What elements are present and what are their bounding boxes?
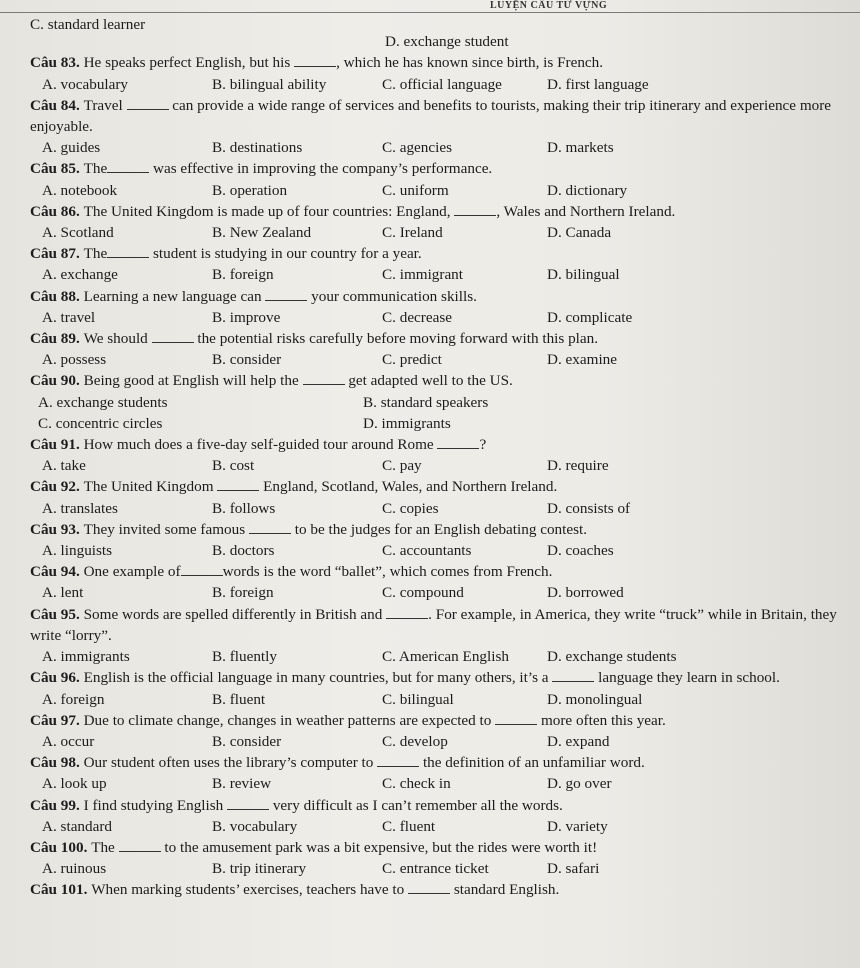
option-a: A. vocabulary [42, 75, 129, 93]
options-row [30, 582, 850, 603]
option-a: A. look up [42, 775, 107, 793]
question-15 [30, 752, 850, 773]
options-row [30, 222, 850, 243]
option-b: B. operation [212, 181, 288, 199]
option-c: C. concentric circles [38, 414, 163, 432]
options-row [30, 74, 850, 95]
question-number: Câu 100. [30, 838, 92, 856]
option-b: B. vocabulary [212, 817, 298, 835]
question-text: to be the judges for an English debating contest. [290, 520, 588, 538]
option-a: A. translates [42, 499, 118, 517]
option-c: C. immigrant [382, 266, 463, 284]
option-c: C. compound [382, 584, 464, 602]
option-a: A. travel [42, 308, 96, 326]
option-b: B. consider [212, 351, 282, 369]
answer-blank [152, 330, 194, 343]
option-b: B. destinations [212, 139, 303, 157]
question-number: Câu 95. [30, 605, 84, 623]
answer-blank [408, 881, 450, 894]
option-d: D. exchange students [547, 648, 677, 666]
header-title: LUYỆN CẤU TỪ VỰNG [490, 0, 608, 11]
question-1 [30, 95, 850, 137]
question-text: How much does a five-day self-guided tour around Rome [83, 436, 438, 454]
option-c: C. agencies [382, 139, 453, 157]
question-text: words is the word “ballet”, which comes from French. [222, 563, 553, 581]
option-a: A. possess [42, 351, 107, 369]
options-row [30, 264, 850, 285]
answer-blank [552, 669, 594, 682]
options-row [30, 413, 850, 434]
options-row [30, 392, 850, 413]
option-a: A. guides [42, 139, 101, 157]
option-d: D. exchange student [385, 33, 509, 51]
option-a: A. foreign [42, 690, 105, 708]
option-b: B. doctors [212, 542, 275, 560]
question-5 [30, 286, 850, 307]
option-b: B. fluent [212, 690, 266, 708]
options-row [30, 349, 850, 370]
option-b: B. bilingual ability [212, 75, 327, 93]
option-a: A. take [42, 457, 86, 475]
options-row [30, 646, 850, 667]
option-b: B. review [212, 775, 272, 793]
option-d: D. consists of [547, 499, 631, 517]
question-8 [30, 434, 850, 455]
option-c: C. pay [382, 457, 422, 475]
answer-blank [107, 245, 149, 258]
question-text: get adapted well to the US. [344, 372, 513, 390]
option-c: C. check in [382, 775, 451, 793]
question-text: Due to climate change, changes in weather patterns are expected to [83, 711, 496, 729]
option-d: D. expand [547, 732, 610, 750]
answer-blank [181, 563, 223, 576]
question-text: , which he has known since birth, is French. [336, 54, 604, 72]
option-c: C. uniform [382, 181, 449, 199]
question-number: Câu 86. [30, 202, 84, 220]
question-text: . For example, in America, they write “truck” while in Britain, they write “lorry”. [30, 605, 837, 644]
question-text: student is studying in our country for a year. [149, 245, 422, 263]
question-3 [30, 201, 850, 222]
option-b: B. trip itinerary [212, 860, 307, 878]
question-text: They invited some famous [83, 520, 249, 538]
question-7 [30, 370, 850, 391]
answer-blank [454, 203, 496, 216]
option-c: C. American English [382, 648, 509, 666]
question-number: Câu 98. [30, 754, 84, 772]
options-row [30, 455, 850, 476]
answer-blank [303, 372, 345, 385]
question-text: very difficult as I can’t remember all the words. [269, 796, 563, 814]
option-c: C. accountants [382, 542, 472, 560]
option-d: D. first language [547, 75, 649, 93]
question-17 [30, 837, 850, 858]
question-number: Câu 94. [30, 563, 84, 581]
question-number: Câu 85. [30, 160, 84, 178]
question-9 [30, 476, 850, 497]
question-text: the potential risks carefully before moving forward with this plan. [193, 330, 599, 348]
options-row [30, 180, 850, 201]
answer-blank [127, 97, 169, 110]
question-text: more often this year. [537, 711, 666, 729]
question-text: Learning a new language can [83, 287, 266, 305]
option-b: B. consider [212, 732, 282, 750]
option-d: D. Canada [547, 224, 612, 242]
question-text: The United Kingdom [83, 478, 218, 496]
question-text: The [83, 160, 108, 178]
option-c: C. copies [382, 499, 439, 517]
answer-blank [495, 712, 537, 725]
options-row [30, 498, 850, 519]
question-number: Câu 90. [30, 372, 84, 390]
option-d: D. monolingual [547, 690, 643, 708]
option-d: D. bilingual [547, 266, 620, 284]
question-number: Câu 92. [30, 478, 84, 496]
options-row [30, 773, 850, 794]
question-text: can provide a wide range of services and benefits to tourists, making their trip itinerary and experience more enjoyable. [30, 96, 832, 136]
option-d: D. dictionary [547, 181, 628, 199]
question-13 [30, 667, 850, 688]
option-b: B. standard speakers [363, 393, 489, 411]
page-header [0, 0, 860, 14]
option-d: D. require [547, 457, 609, 475]
question-14 [30, 710, 850, 731]
option-a: A. notebook [42, 181, 118, 199]
question-text: Being good at English will help the [83, 372, 303, 390]
option-a: A. Scotland [42, 224, 114, 242]
option-a: A. exchange [42, 266, 118, 284]
answer-blank [119, 839, 161, 852]
question-0 [30, 52, 850, 73]
option-c: C. decrease [382, 308, 452, 326]
question-text: ? [479, 436, 487, 454]
question-number: Câu 83. [30, 54, 84, 72]
option-b: B. follows [212, 499, 276, 517]
option-d: D. immigrants [363, 414, 451, 432]
question-11 [30, 561, 850, 582]
question-number: Câu 96. [30, 669, 84, 687]
option-d: D. coaches [547, 542, 614, 560]
options-row [30, 307, 850, 328]
question-number: Câu 87. [30, 245, 84, 263]
answer-blank [265, 288, 307, 301]
option-c: C. official language [382, 75, 502, 93]
question-2 [30, 158, 850, 179]
question-18 [30, 879, 850, 900]
option-a: A. exchange students [38, 393, 168, 411]
question-number: Câu 93. [30, 520, 84, 538]
question-6 [30, 328, 850, 349]
question-text: England, Scotland, Wales, and Northern Ireland. [259, 478, 558, 496]
question-text: Our student often uses the library’s computer to [83, 754, 378, 772]
option-c: C. entrance ticket [382, 860, 489, 878]
answer-blank [437, 436, 479, 449]
option-a: A. linguists [42, 542, 113, 560]
question-text: to the amusement park was a bit expensive, but the rides were worth it! [160, 838, 598, 856]
question-number: Câu 97. [30, 711, 84, 729]
question-text: The [83, 245, 108, 263]
option-d: D. safari [547, 860, 600, 878]
question-text: English is the official language in many countries, but for many others, it’s a [83, 669, 553, 687]
option-d: D. borrowed [547, 584, 624, 602]
header-rule [0, 12, 860, 13]
question-text: Travel [83, 96, 127, 114]
question-number: Câu 84. [30, 96, 84, 114]
option-c: C. standard learner [30, 16, 146, 33]
question-text: your communication skills. [307, 287, 477, 305]
options-row [30, 816, 850, 837]
answer-blank [217, 478, 259, 491]
answer-blank [294, 54, 336, 67]
question-number: Câu 99. [30, 796, 84, 814]
option-c: C. predict [382, 351, 442, 369]
question-text: was effective in improving the company’s performance. [149, 160, 493, 178]
answer-blank [227, 797, 269, 810]
option-c: C. develop [382, 732, 448, 750]
option-d: D. complicate [547, 308, 633, 326]
question-text: When marking students’ exercises, teachers have to [91, 881, 409, 899]
answer-blank [377, 754, 419, 767]
question-text: standard English. [450, 881, 560, 899]
question-text: the definition of an unfamiliar word. [419, 754, 645, 772]
option-a: A. standard [42, 817, 113, 835]
option-b: B. New Zealand [212, 224, 312, 242]
option-d: D. variety [547, 817, 608, 835]
question-text: I find studying English [83, 796, 228, 814]
question-number: Câu 89. [30, 330, 84, 348]
options-row [30, 858, 850, 879]
option-d: D. go over [547, 775, 612, 793]
question-list [30, 14, 850, 901]
question-text: The United Kingdom is made up of four countries: England, [83, 202, 455, 220]
lead-options-2 [30, 31, 850, 52]
options-row [30, 731, 850, 752]
answer-blank [107, 160, 149, 173]
question-text: One example of [83, 563, 181, 581]
option-a: A. occur [42, 732, 95, 750]
option-b: B. foreign [212, 584, 274, 602]
question-number: Câu 101. [30, 881, 92, 899]
option-c: C. Ireland [382, 224, 443, 242]
question-16 [30, 795, 850, 816]
question-text: Some words are spelled differently in British and [83, 605, 387, 623]
question-text: We should [83, 330, 152, 348]
option-b: B. improve [212, 308, 281, 326]
question-10 [30, 519, 850, 540]
option-d: D. examine [547, 351, 618, 369]
question-text: He speaks perfect English, but his [83, 54, 295, 72]
options-row [30, 137, 850, 158]
question-12 [30, 604, 850, 646]
option-a: A. ruinous [42, 860, 107, 878]
option-b: B. foreign [212, 266, 274, 284]
question-text: The [91, 838, 119, 856]
option-c: C. fluent [382, 817, 436, 835]
question-4 [30, 243, 850, 264]
question-text: language they learn in school. [594, 669, 780, 687]
option-c: C. bilingual [382, 690, 454, 708]
question-text: , Wales and Northern Ireland. [496, 202, 676, 220]
answer-blank [249, 521, 291, 534]
option-a: A. lent [42, 584, 84, 602]
option-a: A. immigrants [42, 648, 130, 666]
options-row [30, 689, 850, 710]
option-d: D. markets [547, 139, 614, 157]
options-row [30, 540, 850, 561]
option-b: B. cost [212, 457, 255, 475]
option-b: B. fluently [212, 648, 277, 666]
question-number: Câu 88. [30, 287, 84, 305]
question-number: Câu 91. [30, 436, 84, 454]
answer-blank [386, 606, 428, 619]
